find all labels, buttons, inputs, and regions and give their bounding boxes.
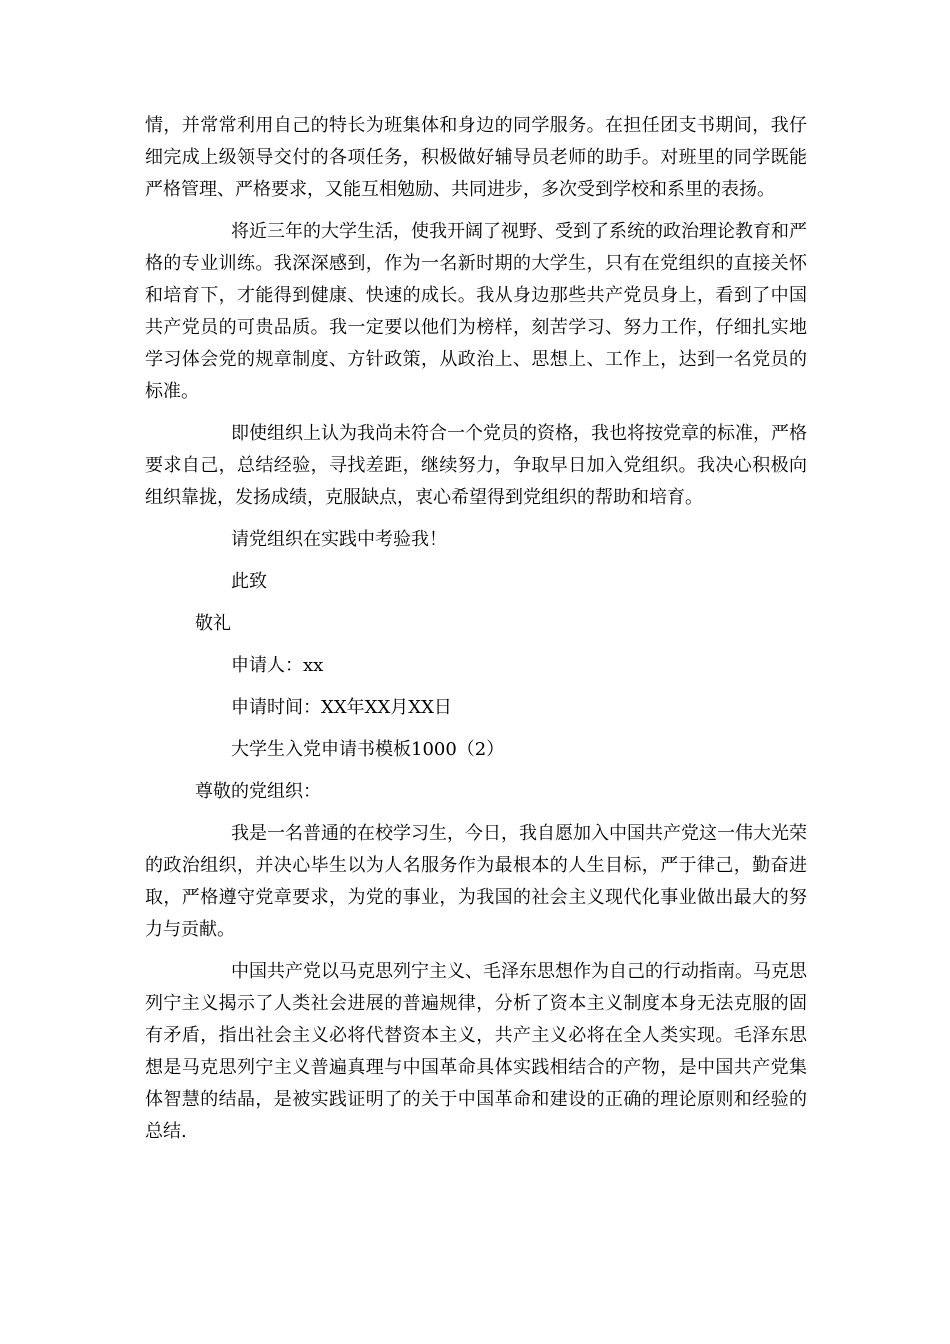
paragraph-university-life: 将近三年的大学生活，使我开阔了视野、受到了系统的政治理论教育和严格的专业训练。我深深感到，作为一名新时期的大学生，只有在党组织的直接关怀和培育下，才能得到健康、快速的成长。我从身边那些共产党员身上，看到了中国共产党员的可贵品质。我一定要以他们为榜样，刻苦学习、努力工作，仔细扎实地学习体会党的规章制度、方针政策，从政治上、思想上、工作上，达到一名党员的标准。 (145, 221, 807, 402)
paragraph-self-introduction: 我是一名普通的在校学习生，今日，我自愿加入中国共产党这一伟大光荣的政治组织，并决心毕生以为人名服务作为最根本的人生目标，严于律己，勤奋进取，严格遵守党章要求，为党的事业，为我国的社会主义现代化事业做出最大的努力与贡献。 (145, 823, 807, 940)
application-date: 申请时间：XX年XX月XX日 (231, 697, 452, 718)
closing-request: 请党组织在实践中考验我！ (231, 529, 447, 550)
paragraph-guiding-ideology: 中国共产党以马克思列宁主义、毛泽东思想作为自己的行动指南。马克思列宁主义揭示了人类社会进展的普遍规律，分析了资本主义制度本身无法克服的固有矛盾，指出社会主义必将代替资本主义，共产主义必将在全人类实现。毛泽东思想是马克思列宁主义普遍真理与中国革命具体实践相结合的产物，是中国共产党集体智慧的结晶，是被实践证明了的关于中国革命和建设的正确的理论原则和经验的总结. (145, 961, 807, 1142)
applicant-line: 申请人：xx (231, 655, 324, 676)
paragraph-commitment: 即使组织上认为我尚未符合一个党员的资格，我也将按党章的标准，严格要求自己，总结经验，寻找差距，继续努力，争取早日加入党组织。我决心积极向组织靠拢，发扬成绩，克服缺点，衷心希望得到党组织的帮助和培育。 (145, 423, 807, 508)
closing-jing-li: 敬礼 (195, 613, 231, 634)
document-page (145, 110, 807, 1158)
paragraph-continued: 情，并常常利用自己的特长为班集体和身边的同学服务。在担任团支书期间，我仔细完成上级领导交付的各项任务，积极做好辅导员老师的助手。对班里的同学既能严格管理、严格要求，又能互相勉励、共同进步，多次受到学校和系里的表扬。 (145, 115, 807, 200)
section-title: 大学生入党申请书模板1000（2） (231, 739, 505, 760)
closing-ci-zhi: 此致 (231, 571, 267, 592)
salutation: 尊敬的党组织： (195, 781, 321, 802)
